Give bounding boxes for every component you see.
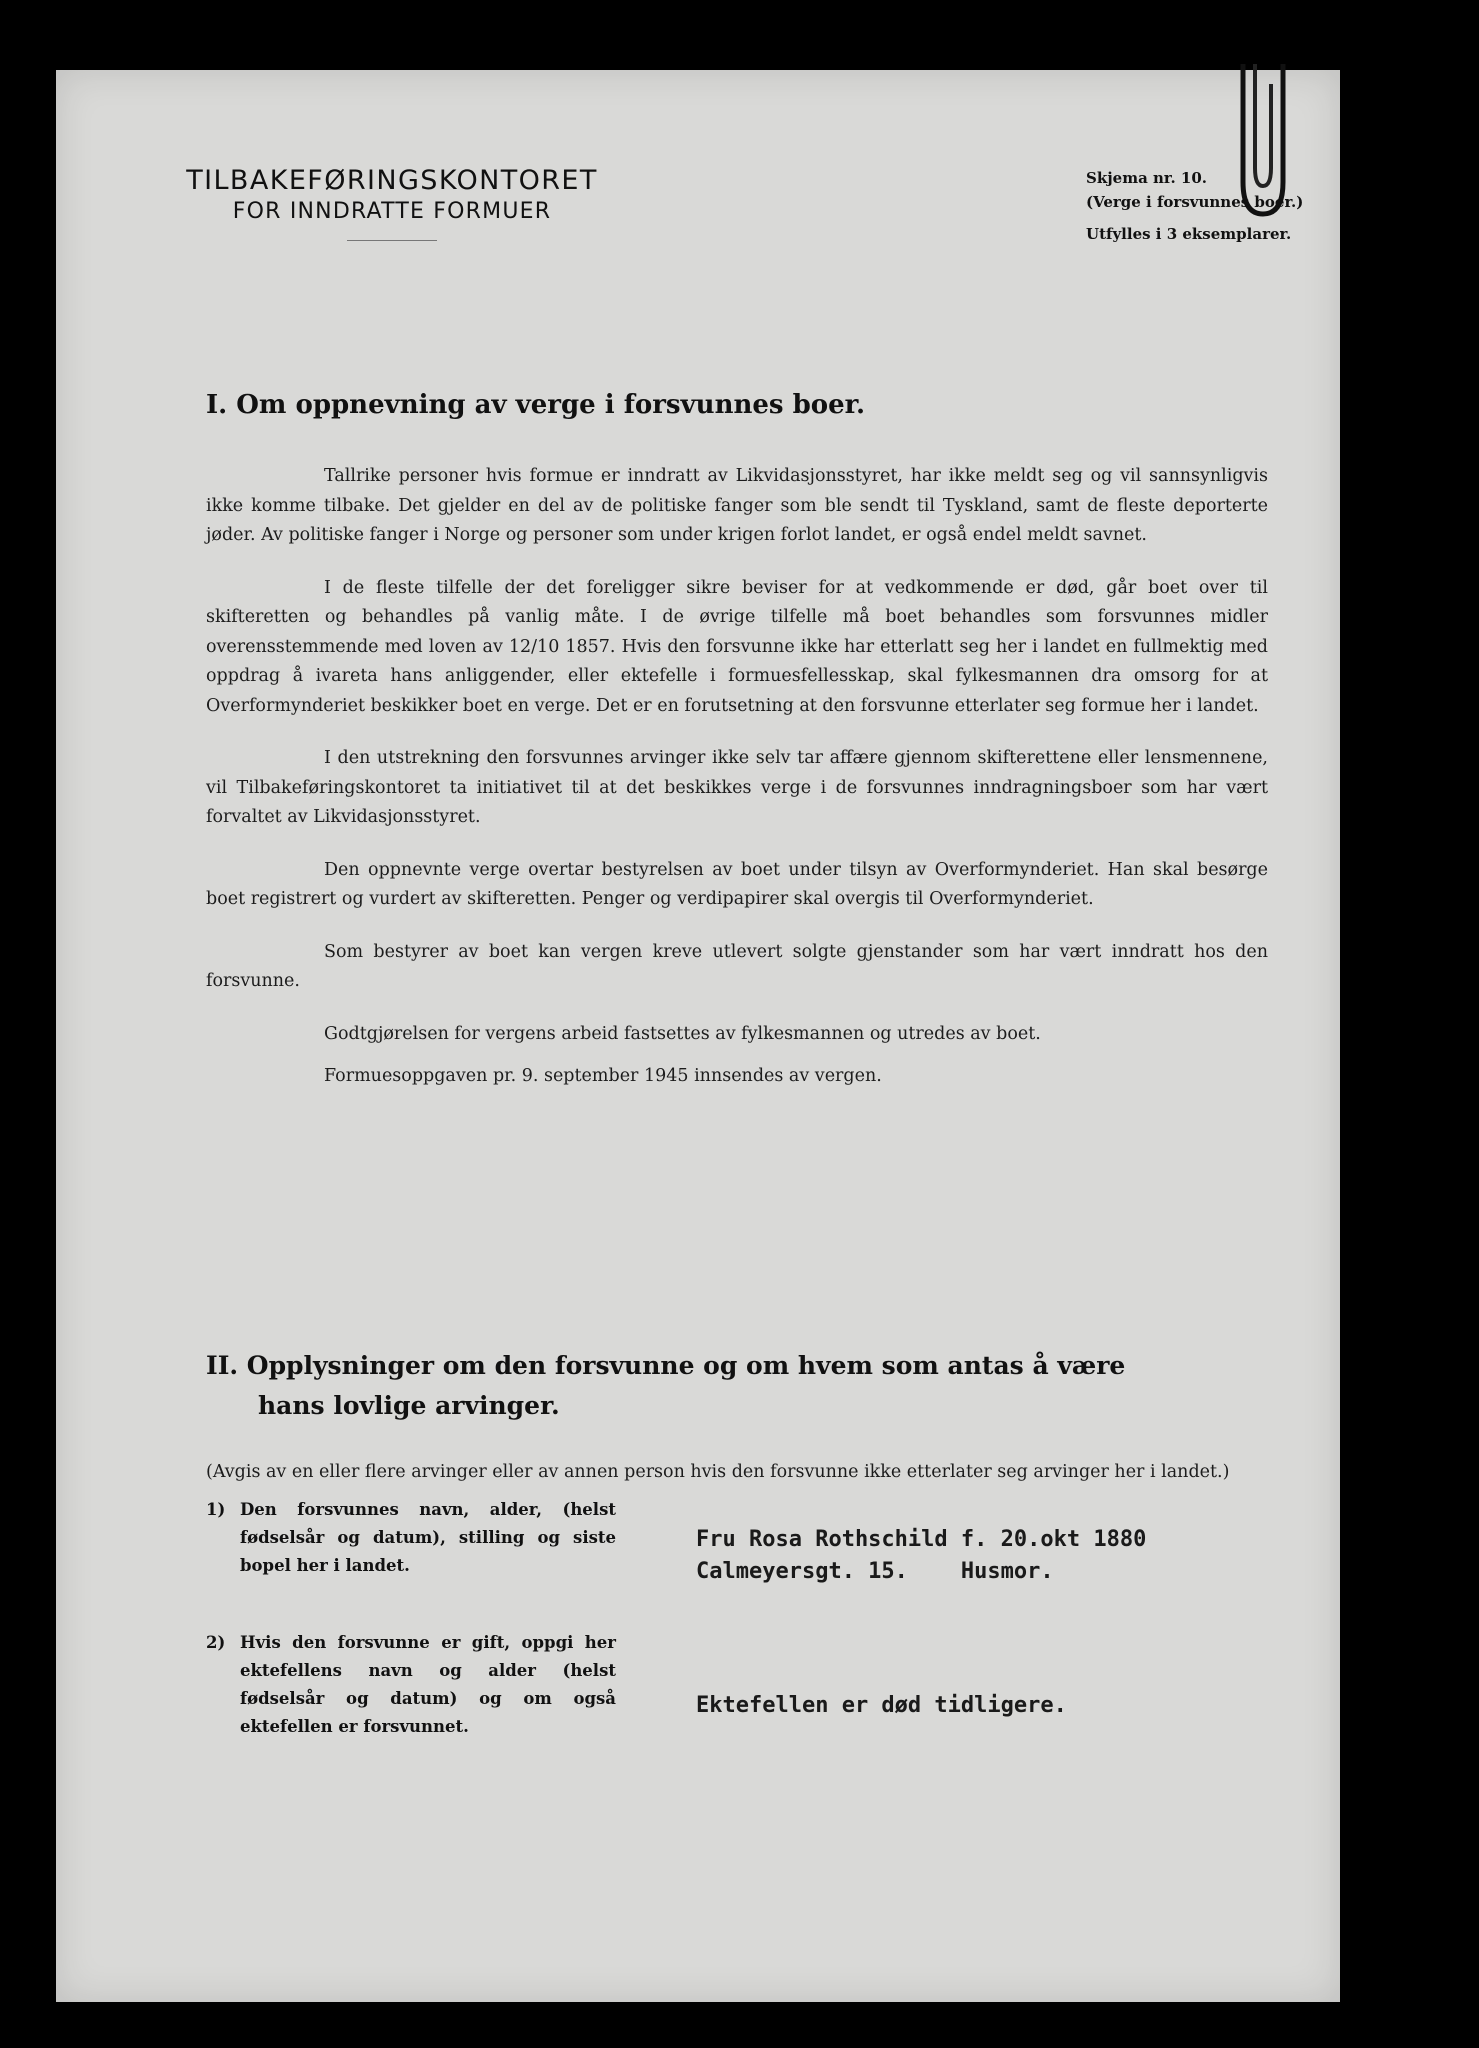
paragraph: I de fleste tilfelle der det foreligger sikre beviser for at vedkommende er død, går boet over til skifteretten og behandles på vanlig måte. I de øvrige tilfelle må boet behandles som forsvunnes midler overensstemmende med loven av 12/10 1857. Hvis den forsvunne ikke har etterlatt seg her i landet en fullmektig med oppdrag å ivareta hans anliggender, eller ektefelle i formuesfellesskap, skal fylkesmannen dra omsorg for at Overformynderiet beskikker boet en verge. Det er en forutsetning at den forsvunne etterlater seg formue her i landet. [206,577,1268,716]
question-number: 2) [206,1633,226,1652]
office-name: TILBAKEFØRINGSKONTORET [186,165,598,196]
paragraph: Den oppnevnte verge overtar bestyrelsen av boet under tilsyn av Overformynderiet. Han skal besørge boet registrert og vurdert av skifteretten. Penger og verdipapirer skal overgis til Overformynderiet. [206,859,1268,909]
document-page [56,70,1340,2002]
paragraph: Formuesoppgaven pr. 9. september 1945 innsendes av vergen. [324,1066,882,1086]
question-text: Hvis den forsvunne er gift, oppgi her ektefellens navn og alder (helst fødselsår og datum) og om også ektefellen er forsvunnet. [240,1633,616,1736]
form-subtitle: (Verge i forsvunnes boer.) [1086,193,1304,211]
form-number: Skjema nr. 10. [1086,169,1207,187]
question-2 [206,1629,616,1741]
question-text: Den forsvunnes navn, alder, (helst fødselsår og datum), stilling og siste bopel her i landet. [240,1500,616,1575]
question-1 [206,1496,616,1580]
section2-note: (Avgis av en eller flere arvinger eller av annen person hvis den forsvunne ikke etterlater seg arvinger her i landet.) [206,1462,1230,1482]
copies-note: Utfylles i 3 eksemplarer. [1086,225,1292,243]
paragraph: Godtgjørelsen for vergens arbeid fastsettes av fylkesmannen og utredes av boet. [324,1023,1041,1044]
paragraph: I den utstrekning den forsvunnes arvinger ikke selv tar affære gjennom skifterettene eller lensmennene, vil Tilbakeføringskontoret ta initiativet til at det beskikkes verge i de forsvunnes inndragningsboer som har vært forvaltet av Likvidasjonsstyret. [206,748,1268,827]
office-header [152,164,632,241]
section2-heading-line2: hans lovlige arvinger. [258,1391,560,1420]
header-divider [347,240,437,241]
paragraph: Som bestyrer av boet kan vergen kreve utlevert solgte gjenstander som har vært inndratt hos den forsvunne. [206,941,1268,991]
paragraph: Tallrike personer hvis formue er inndratt av Likvidasjonsstyret, har ikke meldt seg og vil sannsynligvis ikke komme tilbake. Det gjelder en del av de politiske fanger som ble sendt til Tyskland, samt de fleste deporterte jøder. Av politiske fanger i Norge og personer som under krigen forlot landet, er også endel meldt savnet. [206,466,1268,545]
answer-1-line2: Calmeyersgt. 15. Husmor. [696,1559,1054,1584]
section1-heading: I. Om oppnevning av verge i forsvunnes boer. [206,390,866,420]
section1-body [206,462,1268,1115]
section2-heading [206,1346,1246,1426]
answer-1-line1: Fru Rosa Rothschild f. 20.okt 1880 [696,1527,1147,1552]
question-number: 1) [206,1500,226,1519]
section2-heading-line1: II. Opplysninger om den forsvunne og om hvem som antas å være [206,1351,1126,1380]
form-info [1086,166,1331,246]
answer-2-line1: Ektefellen er død tidligere. [696,1693,1067,1718]
office-subtitle: FOR INNDRATTE FORMUER [232,199,552,224]
